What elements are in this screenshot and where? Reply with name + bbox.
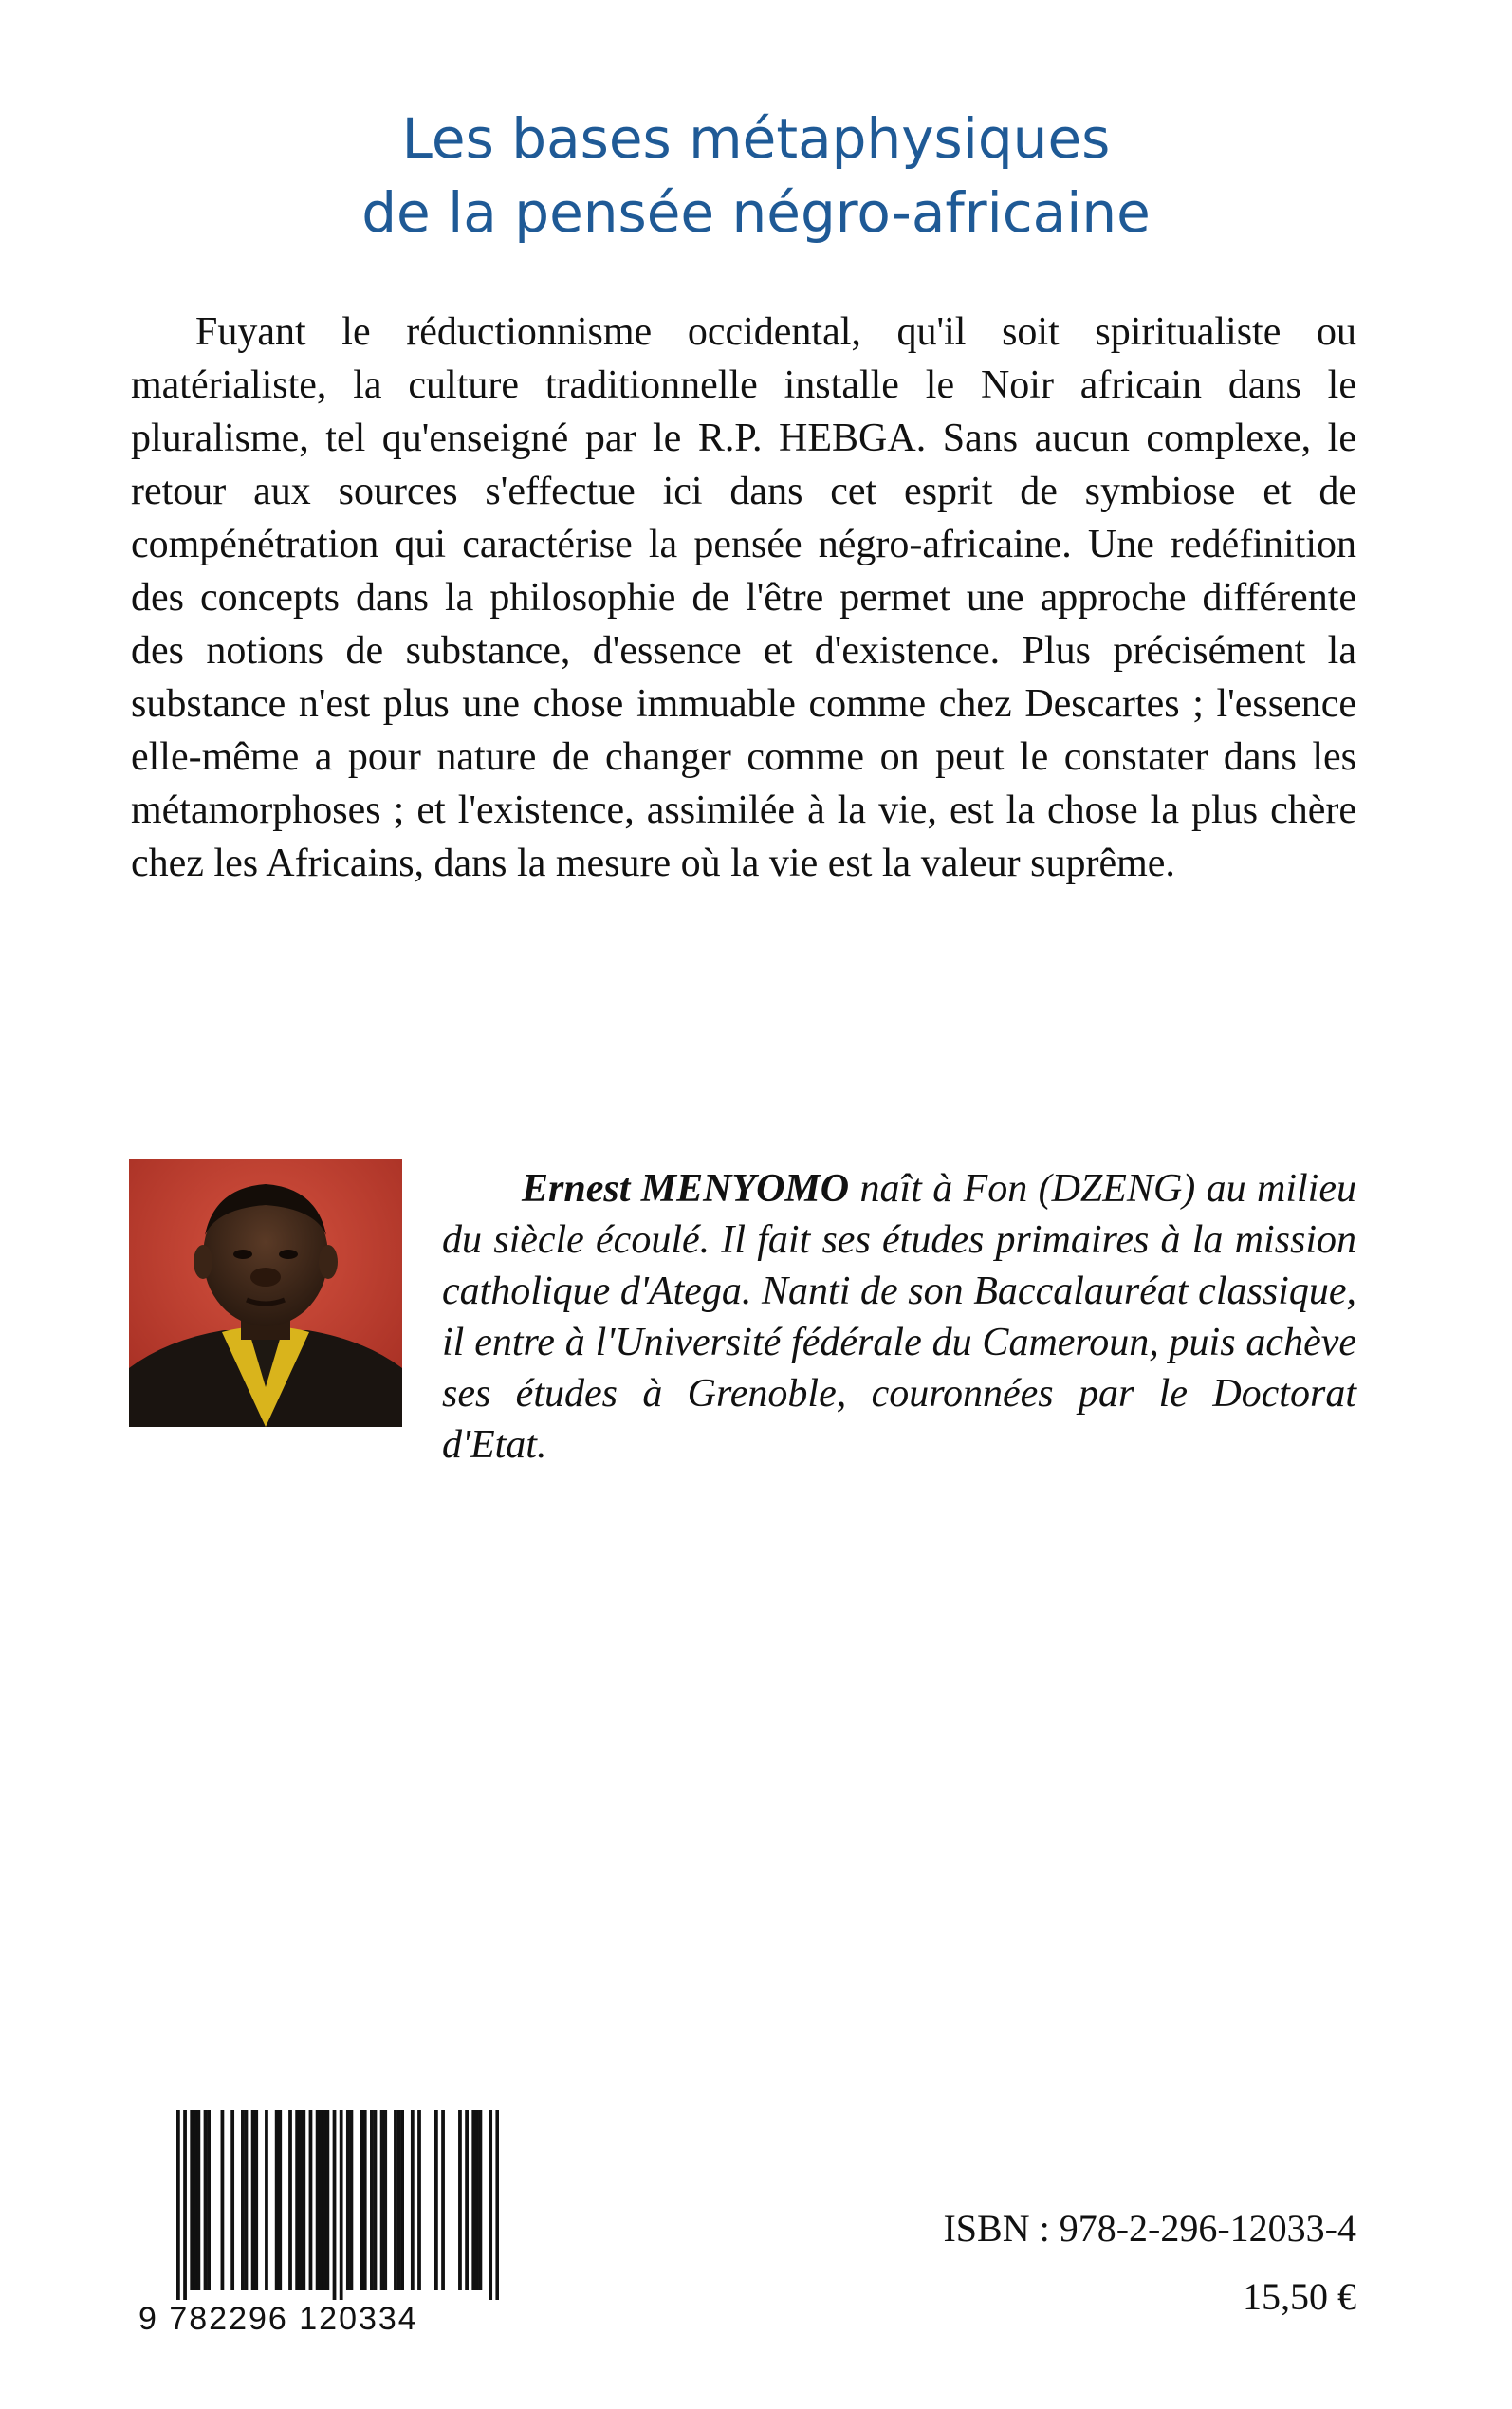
barcode-bar — [176, 2110, 180, 2300]
barcode-bar — [397, 2110, 401, 2290]
barcode-bar — [275, 2110, 279, 2290]
barcode-bar — [325, 2110, 329, 2290]
barcode-bar — [278, 2110, 282, 2290]
barcode-bar — [230, 2110, 234, 2290]
barcode-bar — [207, 2110, 211, 2290]
barcode-bar — [475, 2110, 479, 2290]
barcode-bar — [241, 2110, 245, 2290]
barcode-bar — [363, 2110, 367, 2290]
barcode-bar — [302, 2110, 305, 2290]
barcode-bar — [316, 2110, 320, 2290]
barcode-bar — [495, 2110, 499, 2300]
book-title-line-2: de la pensée négro-africaine — [361, 179, 1151, 245]
barcode-bar — [245, 2110, 249, 2290]
barcode-bar — [319, 2110, 323, 2290]
barcode-bar — [251, 2110, 255, 2290]
price: 15,50 € — [1243, 2275, 1356, 2318]
barcode-bar — [190, 2110, 194, 2290]
author-name: Ernest MENYOMO — [522, 1167, 850, 1211]
barcode-bar — [194, 2110, 197, 2290]
barcode-bar — [411, 2110, 415, 2290]
barcode-bar — [204, 2110, 208, 2290]
barcode-bar — [471, 2110, 475, 2290]
isbn: ISBN : 978-2-296-12033-4 — [943, 2207, 1356, 2250]
barcode-bar — [394, 2110, 397, 2290]
barcode-bar — [489, 2110, 492, 2300]
barcode-bar — [346, 2110, 350, 2290]
barcode-icon — [138, 2110, 499, 2300]
barcode-bar — [458, 2110, 462, 2290]
barcode-bar — [265, 2110, 268, 2290]
book-title-line-1: Les bases métaphysiques — [401, 105, 1111, 171]
barcode-bar — [465, 2110, 469, 2290]
barcode-bar — [333, 2110, 337, 2300]
barcode-bar — [380, 2110, 384, 2290]
barcode-bar — [340, 2110, 343, 2300]
barcode-bar — [221, 2110, 225, 2290]
barcode-bar — [383, 2110, 387, 2290]
barcode-bar — [295, 2110, 299, 2290]
author-photo — [129, 1159, 402, 1427]
barcode-bar — [299, 2110, 303, 2290]
barcode-bar — [323, 2110, 326, 2290]
barcode-bar — [370, 2110, 374, 2290]
barcode-bar — [417, 2110, 421, 2290]
barcode-digits: 9 782296 120334 — [138, 2301, 418, 2337]
barcode-bar — [254, 2110, 258, 2290]
book-title — [0, 102, 1512, 250]
back-cover-blurb: Fuyant le réductionnisme occidental, qu'il soit spiritualiste ou matérialiste, la culture traditionnelle installe le Noir africain dans le pluralisme, tel qu'enseigné par le R.P. HEBGA. Sans aucun complexe, le retour aux sources s'effectue ici dans cet esprit de symbiose et de compénétration qui caractérise la pensée négro-africaine. Une redéfinition des concepts dans la philosophie de l'être permet une approche différente des notions de substance, d'essence et d'existence. Plus précisément la substance n'est plus une chose immuable comme chez Descartes ; l'essence elle-même a pour nature de changer comme on peut le constater dans les métamorphoses ; et l'existence, assimilée à la vie, est la chose la plus chère chez les Africains, dans la mesure où la vie est la valeur suprême. — [131, 310, 1356, 885]
barcode-bar — [441, 2110, 445, 2290]
barcode-bar — [288, 2110, 292, 2290]
barcode-bar — [309, 2110, 313, 2290]
author-bio — [442, 1163, 1356, 1471]
author-portrait-icon — [129, 1159, 402, 1427]
barcode-bar — [479, 2110, 483, 2290]
barcode-bar — [196, 2110, 200, 2290]
barcode-bar — [400, 2110, 404, 2290]
author-bio-text: naît à Fon (DZENG) au milieu du siècle écoulé. Il fait ses études primaires à la mission catholique d'Atega. Nanti de son Baccalauréat classique, il entre à l'Université fédérale du Cameroun, puis achève ses études à Grenoble, couronnées par le Doctorat d'Etat. — [442, 1167, 1356, 1467]
barcode-bar — [374, 2110, 378, 2290]
barcode-bar — [434, 2110, 438, 2290]
barcode-bar — [360, 2110, 363, 2290]
barcode-bar — [350, 2110, 354, 2290]
barcode-bar — [183, 2110, 187, 2300]
